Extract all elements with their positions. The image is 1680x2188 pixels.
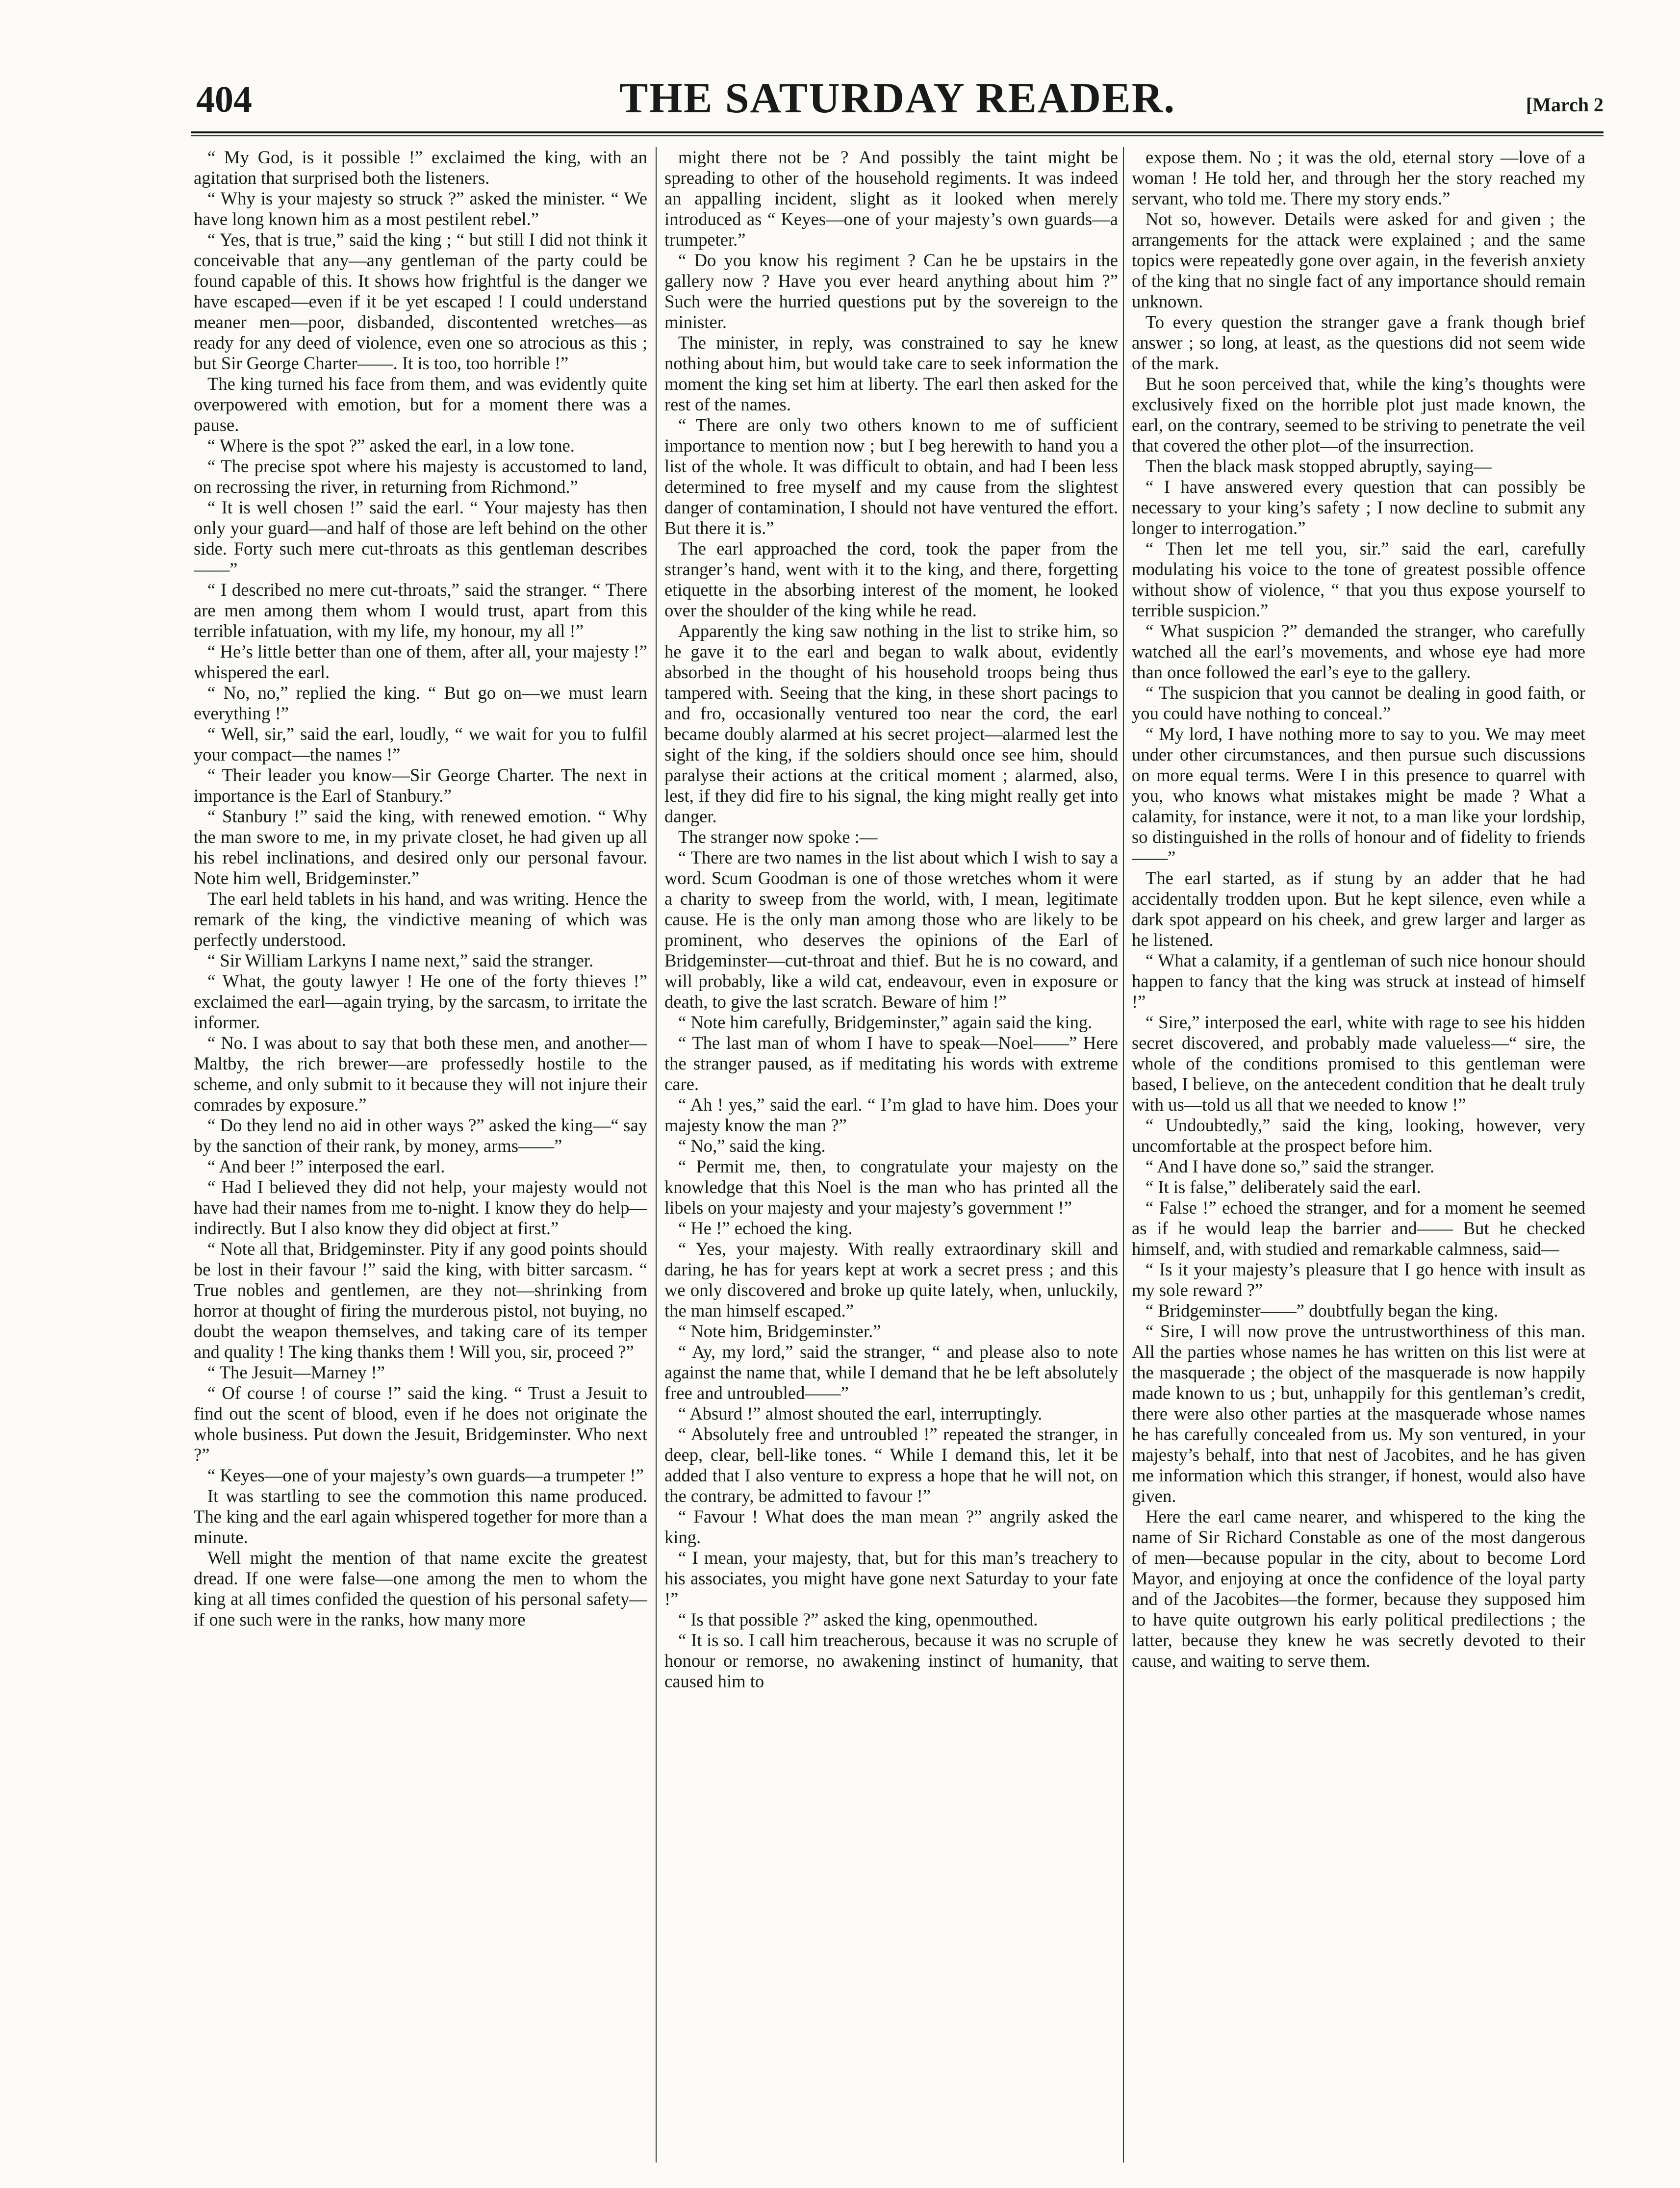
article-paragraph: “ Absolutely free and untroubled !” repeated the stranger, in deep, clear, bell-like tones. “ While I demand this, let it be added that I also venture to express a hope that he will not, on the contrary, be admitted to favour !”	[664, 1424, 1118, 1506]
article-paragraph: The earl held tablets in his hand, and was writing. Hence the remark of the king, the vindictive meaning of which was perfectly understood.	[194, 889, 647, 950]
article-paragraph: “ What a calamity, if a gentleman of such nice honour should happen to fancy that the king was struck at instead of himself !”	[1132, 950, 1585, 1012]
article-paragraph: To every question the stranger gave a frank though brief answer ; so long, at least, as the questions did not seem wide of the mark.	[1132, 312, 1585, 373]
article-paragraph: “ He’s little better than one of them, after all, your majesty !” whispered the earl.	[194, 641, 647, 682]
article-paragraph: “ Undoubtedly,” said the king, looking, however, very uncomfortable at the prospect before him.	[1132, 1115, 1585, 1156]
article-paragraph: “ There are two names in the list about which I wish to say a word. Scum Goodman is one of those wretches whom it were a charity to sweep from the world, with, I mean, legitimate cause. He is the only man among those who are likely to be prominent, who deserves the opinions of the Earl of Bridgeminster—cut-throat and thief. But he is no coward, and will probably, like a wild cat, endeavour, even in exposure or death, to give the last scratch. Beware of him !”	[664, 847, 1118, 1012]
article-paragraph: “ What, the gouty lawyer ! He one of the forty thieves !” exclaimed the earl—again trying, by the sarcasm, to irritate the informer.	[194, 971, 647, 1032]
article-paragraph: It was startling to see the commotion this name produced. The king and the earl again whispered together for more than a minute.	[194, 1486, 647, 1547]
masthead-title: THE SATURDAY READER.	[619, 75, 1176, 122]
article-paragraph: “ Sir William Larkyns I name next,” said the stranger.	[207, 950, 594, 970]
article-paragraph: “ Well, sir,” said the earl, loudly, “ we wait for you to fulfil your compact—the names !”	[194, 724, 647, 764]
article-paragraph: “ Why is your majesty so struck ?” asked the minister. “ We have long known him as a most pestilent rebel.”	[194, 188, 647, 229]
article-paragraph: “ Sire, I will now prove the untrustworthiness of this man. All the parties whose names he has written on this list were at the masquerade ; the object of the masquerade is now happily made known to us ; but, unhappily for this gentleman’s credit, there were also other parties at the masquerade whose names he has carefully concealed from us. My son ventured, in your majesty’s behalf, into that nest of Jacobites, and he has given me information which this stranger, if honest, would also have given.	[1132, 1321, 1585, 1506]
article-paragraph: The stranger now spoke :—	[678, 827, 878, 847]
article-paragraph: “ Note all that, Bridgeminster. Pity if any good points should be lost in their favour !” said the king, with bitter sarcasm. “ True nobles and gentlemen, are they not—shrinking from horror at thought of firing the murderous pistol, not buying, no doubt the weapon themselves, and taking care of its temper and quality ! The king thanks them ! Will you, sir, proceed ?”	[194, 1239, 647, 1362]
article-paragraph: The king turned his face from them, and was evidently quite overpowered with emotion, but for a moment there was a pause.	[194, 374, 647, 435]
article-paragraph: The minister, in reply, was constrained to say he knew nothing about him, but would take care to seek information the moment the king set him at liberty. The earl then asked for the rest of the names.	[664, 332, 1118, 414]
article-paragraph: Then the black mask stopped abruptly, saying—	[1145, 456, 1492, 476]
article-paragraph: “ Absurd !” almost shouted the earl, interruptingly.	[678, 1403, 1043, 1424]
article-paragraph: Well might the mention of that name excite the greatest dread. If one were false—one among the men to whom the king at all times confided the question of his personal safety—if one such were in the ranks, how many more	[194, 1548, 647, 1629]
article-paragraph: “ It is well chosen !” said the earl. “ Your majesty has then only your guard—and half of those are left behind on the other side. Forty such mere cut-throats as this gentleman describes——”	[194, 497, 647, 579]
article-paragraph: “ The Jesuit—Marney !”	[207, 1362, 385, 1382]
article-paragraph: “ Where is the spot ?” asked the earl, in a low tone.	[207, 435, 575, 456]
article-paragraph: “ Yes, that is true,” said the king ; “ but still I did not think it conceivable that any—any gentleman of the party could be found capable of this. It shows how frightful is the danger we have escaped—even if it be yet escaped ! I could understand meaner men—poor, disbanded, discontented wretches—as ready for any deed of violence, even one so atrocious as this ; but Sir George Charter——. It is too, too horrible !”	[194, 229, 647, 373]
article-paragraph: “ Keyes—one of your majesty’s own guards—a trumpeter !”	[207, 1465, 644, 1485]
article-paragraph: Not so, however. Details were asked for and given ; the arrangements for the attack were explained ; and the same topics were repeatedly gone over again, in the feverish anxiety of the king that no single fact of any importance should remain unknown.	[1132, 209, 1585, 311]
article-column-2	[664, 147, 1118, 2167]
article-paragraph: “ Ay, my lord,” said the stranger, “ and please also to note against the name that, while I demand that he be left absolutely free and untroubled——”	[664, 1342, 1118, 1403]
article-paragraph: “ Favour ! What does the man mean ?” angrily asked the king.	[664, 1506, 1118, 1547]
page-number: 404	[196, 79, 252, 120]
article-paragraph: “ No, no,” replied the king. “ But go on—we must learn everything !”	[194, 683, 647, 723]
article-paragraph: “ I described no mere cut-throats,” said the stranger. “ There are men among them whom I would trust, apart from this terrible infatuation, with my life, my honour, my all !”	[194, 580, 647, 641]
article-paragraph: “ What suspicion ?” demanded the stranger, who carefully watched all the earl’s movements, and whose eye had more than once followed the earl’s eye to the gallery.	[1132, 621, 1585, 682]
article-paragraph: “ My lord, I have nothing more to say to you. We may meet under other circumstances, and then pursue such discussions on more equal terms. Were I in this presence to quarrel with you, who knows what mistakes might be made ? What a calamity, for instance, were it not, to a man like your lordship, so distinguished in the rolls of honour and of fidelity to friends——”	[1132, 724, 1585, 867]
article-paragraph: “ I mean, your majesty, that, but for this man’s treachery to his associates, you might have gone next Saturday to your fate !”	[664, 1548, 1118, 1609]
article-paragraph: “ It is false,” deliberately said the earl.	[1145, 1177, 1421, 1197]
article-paragraph: “ The precise spot where his majesty is accustomed to land, on recrossing the river, in returning from Richmond.”	[194, 456, 647, 497]
article-paragraph: “ Is that possible ?” asked the king, openmouthed.	[678, 1609, 1038, 1629]
article-paragraph: “ Had I believed they did not help, your majesty would not have had their names from me to-night. I know they do help—indirectly. But I also know they did object at first.”	[194, 1177, 647, 1238]
article-paragraph: The earl started, as if stung by an adder that he had accidentally trodden upon. But he kept silence, even while a dark spot appeard on his cheek, and grew larger and larger as he listened.	[1132, 868, 1585, 950]
issue-date: [March 2	[1526, 94, 1604, 116]
article-paragraph: “ The suspicion that you cannot be dealing in good faith, or you could have nothing to conceal.”	[1132, 683, 1585, 723]
header-rule-thin	[191, 135, 1604, 136]
column-divider	[1123, 147, 1124, 2163]
article-paragraph: Here the earl came nearer, and whispered to the king the name of Sir Richard Constable as one of the most dangerous of men—because popular in the city, about to become Lord Mayor, and enjoying at once the confidence of the loyal party and of the Jacobites—the former, because they supposed him to have quite outgrown his early political predilections ; the latter, because they knew he was secretly devoted to their cause, and waiting to serve them.	[1132, 1506, 1585, 1671]
article-paragraph: “ Do they lend no aid in other ways ?” asked the king—“ say by the sanction of their rank, by money, arms——”	[194, 1115, 647, 1156]
article-paragraph: “ I have answered every question that can possibly be necessary to your king’s safety ; I now decline to submit any longer to interrogation.”	[1132, 477, 1585, 538]
article-paragraph: “ Then let me tell you, sir.” said the earl, carefully modulating his voice to the tone of greatest possible offence without show of violence, “ that you thus expose yourself to terrible suspicion.”	[1132, 538, 1585, 620]
article-paragraph: “ False !” echoed the stranger, and for a moment he seemed as if he would leap the barrier and—— But he checked himself, and, with studied and remarkable calmness, said—	[1132, 1197, 1585, 1259]
article-paragraph: “ And I have done so,” said the stranger.	[1145, 1156, 1435, 1176]
article-paragraph: Apparently the king saw nothing in the list to strike him, so he gave it to the earl and began to walk about, evidently absorbed in the thought of his household troops being thus tampered with. Seeing that the king, in these short pacings to and fro, occasionally ventured too near the cord, the earl became doubly alarmed at his secret project—alarmed lest the sight of the king, if the soldiers should once see him, should paralyse their actions at the critical moment ; alarmed, also, lest, if they did fire to his signal, the king might really get into danger.	[664, 621, 1118, 826]
article-paragraph: “ The last man of whom I have to speak—Noel——” Here the stranger paused, as if meditating his words with extreme care.	[664, 1033, 1118, 1094]
article-paragraph: “ Of course ! of course !” said the king. “ Trust a Jesuit to find out the scent of blood, even if he does not originate the whole business. Put down the Jesuit, Bridgeminster. Who next ?”	[194, 1383, 647, 1465]
article-paragraph: “ Is it your majesty’s pleasure that I go hence with insult as my sole reward ?”	[1132, 1259, 1585, 1300]
article-paragraph: The earl approached the cord, took the paper from the stranger’s hand, went with it to the king, and there, forgetting etiquette in the absorbing interest of the moment, he looked over the shoulder of the king while he read.	[664, 538, 1118, 620]
article-paragraph: “ My God, is it possible !” exclaimed the king, with an agitation that surprised both the listeners.	[194, 147, 647, 188]
column-divider	[656, 147, 657, 2163]
article-paragraph: “ He !” echoed the king.	[678, 1218, 853, 1238]
article-paragraph: “ Yes, your majesty. With really extraordinary skill and daring, he has for years kept at work a secret press ; and this we only discovered and broke up quite lately, when, unluckily, the man himself escaped.”	[664, 1239, 1118, 1321]
article-paragraph: “ Permit me, then, to congratulate your majesty on the knowledge that this Noel is the man who has printed all the libels on your majesty and your majesty’s government !”	[664, 1156, 1118, 1218]
article-paragraph: “ Note him, Bridgeminster.”	[678, 1321, 881, 1341]
article-column-1	[194, 147, 647, 2167]
article-paragraph: “ Do you know his regiment ? Can he be upstairs in the gallery now ? Have you ever heard anything about him ?” Such were the hurried questions put by the sovereign to the minister.	[664, 250, 1118, 332]
article-paragraph: “ Bridgeminster——” doubtfully began the king.	[1145, 1300, 1499, 1321]
header-rule	[191, 131, 1604, 133]
article-paragraph: But he soon perceived that, while the king’s thoughts were exclusively fixed on the horrible plot just made known, the earl, on the contrary, seemed to be striving to penetrate the veil that covered the other plot—of the insurrection.	[1132, 374, 1585, 456]
article-paragraph: might there not be ? And possibly the taint might be spreading to other of the household regiments. It was indeed an appalling incident, slight as it looked when merely introduced as “ Keyes—one of your majesty’s own guards—a trumpeter.”	[664, 147, 1118, 250]
article-column-3	[1132, 147, 1585, 2167]
article-paragraph: expose them. No ; it was the old, eternal story —love of a woman ! He told her, and through her the story reached my servant, who told me. There my story ends.”	[1132, 147, 1585, 208]
page-header	[191, 74, 1604, 127]
article-paragraph: “ Stanbury !” said the king, with renewed emotion. “ Why the man swore to me, in my private closet, he had given up all his rebel inclinations, and desired only our personal favour. Note him well, Bridgeminster.”	[194, 806, 647, 888]
article-paragraph: “ And beer !” interposed the earl.	[207, 1156, 445, 1176]
article-paragraph: “ Note him carefully, Bridgeminster,” again said the king.	[678, 1012, 1093, 1032]
article-paragraph: “ It is so. I call him treacherous, because it was no scruple of honour or remorse, no awakening instinct of humanity, that caused him to	[664, 1630, 1118, 1691]
article-paragraph: “ Sire,” interposed the earl, white with rage to see his hidden secret discovered, and probably made valueless—“ sire, the whole of the conditions promised to this gentleman were based, I believe, on the antecedent condition that he dealt truly with us—told us all that we needed to know !”	[1132, 1012, 1585, 1115]
article-paragraph: “ No. I was about to say that both these men, and another—Maltby, the rich brewer—are professedly hostile to the scheme, and only submit to it because they will not injure their comrades by exposure.”	[194, 1033, 647, 1115]
article-paragraph: “ Ah ! yes,” said the earl. “ I’m glad to have him. Does your majesty know the man ?”	[664, 1094, 1118, 1135]
article-paragraph: “ Their leader you know—Sir George Charter. The next in importance is the Earl of Stanbury.”	[194, 765, 647, 806]
article-paragraph: “ No,” said the king.	[678, 1136, 826, 1156]
article-paragraph: “ There are only two others known to me of sufficient importance to mention now ; but I beg herewith to hand you a list of the whole. It was difficult to obtain, and had I been less determined to free myself and my cause from the slightest danger of contamination, I should not have ventured the effort. But there it is.”	[664, 415, 1118, 538]
